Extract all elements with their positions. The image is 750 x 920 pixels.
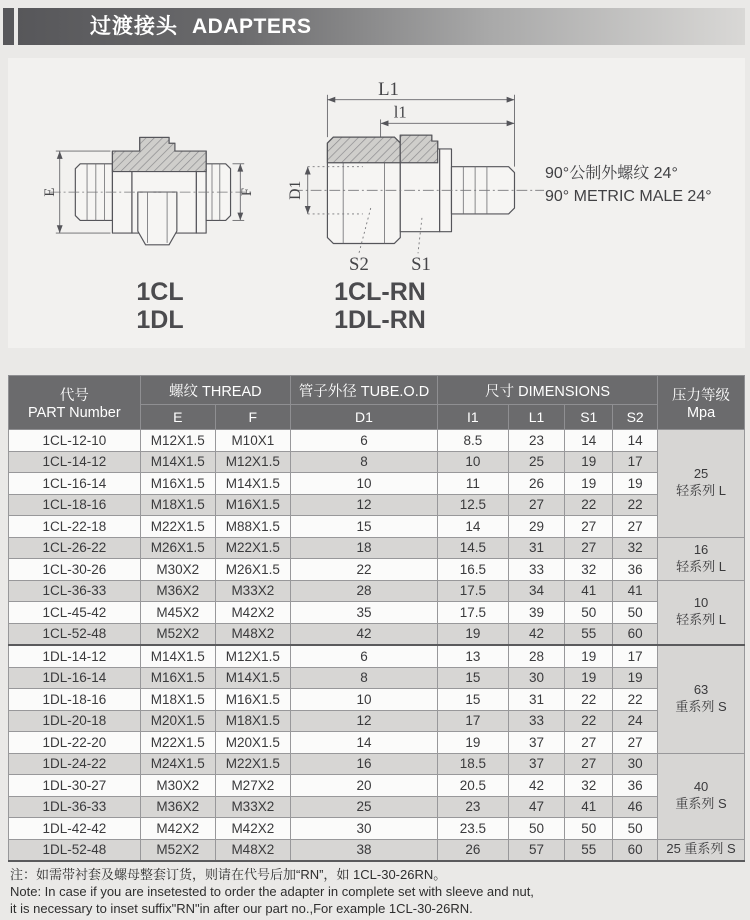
drawing-1cl-union <box>41 126 256 266</box>
spec-value-cell: M16X1.5 <box>215 689 290 711</box>
spec-table-wrap <box>8 375 745 862</box>
note-line-en-2: it is necessary to inset suffix"RN"in after our part no.,For example 1CL-30-26RN. <box>10 901 473 916</box>
spec-value-cell: M45X2 <box>140 602 215 624</box>
spec-value-cell: M18X1.5 <box>215 710 290 732</box>
spec-value-cell: 42 <box>508 623 565 645</box>
spec-value-cell: M27X2 <box>215 775 290 797</box>
spec-value-cell: 27 <box>508 494 565 516</box>
part-number-cell: 1CL-30-26 <box>9 559 141 581</box>
col-header-d1: D1 <box>290 405 437 430</box>
spec-value-cell: M12X1.5 <box>215 451 290 473</box>
model-label: 1DL <box>136 306 184 334</box>
spec-value-cell: 15 <box>290 516 437 538</box>
page-title <box>18 8 312 45</box>
section-title-bar <box>18 8 745 45</box>
spec-value-cell: 33 <box>508 559 565 581</box>
spec-value-cell: M22X1.5 <box>215 537 290 559</box>
thread-spec-note <box>545 162 712 208</box>
spec-value-cell: M88X1.5 <box>215 516 290 538</box>
spec-value-cell: 23.5 <box>438 818 509 840</box>
spec-value-cell: M14X1.5 <box>215 667 290 689</box>
spec-value-cell: 27 <box>613 516 658 538</box>
spec-value-cell: 17 <box>438 710 509 732</box>
spec-value-cell: M14X1.5 <box>215 473 290 495</box>
spec-value-cell: 14 <box>613 430 658 452</box>
col-header-pressure <box>658 376 745 430</box>
spec-value-cell: M22X1.5 <box>215 753 290 775</box>
spec-value-cell: 30 <box>613 753 658 775</box>
spec-value-cell: 27 <box>565 732 613 754</box>
part-number-cell: 1CL-45-42 <box>9 602 141 624</box>
spec-value-cell: 10 <box>290 689 437 711</box>
spec-value-cell: M52X2 <box>140 623 215 645</box>
spec-value-cell: 10 <box>290 473 437 495</box>
table-row <box>9 775 745 797</box>
col-header-dimensions: 尺寸 DIMENSIONS <box>438 376 658 405</box>
spec-value-cell: 17 <box>613 451 658 473</box>
spec-value-cell: 42 <box>508 775 565 797</box>
spec-value-cell: 12 <box>290 494 437 516</box>
spec-value-cell: M36X2 <box>140 796 215 818</box>
col-header-pressure-unit: Mpa <box>686 405 716 421</box>
spec-value-cell: 16 <box>290 753 437 775</box>
spec-value-cell: M16X1.5 <box>140 473 215 495</box>
part-number-cell: 1DL-24-22 <box>9 753 141 775</box>
table-row <box>9 623 745 645</box>
spec-value-cell: 27 <box>565 516 613 538</box>
part-number-cell: 1DL-18-16 <box>9 689 141 711</box>
part-number-cell: 1DL-52-48 <box>9 839 141 861</box>
table-row <box>9 559 745 581</box>
part-number-cell: 1CL-12-10 <box>9 430 141 452</box>
part-number-cell: 1CL-22-18 <box>9 516 141 538</box>
col-header-e: E <box>140 405 215 430</box>
spec-value-cell: 14.5 <box>438 537 509 559</box>
dim-label-e: E <box>41 187 58 197</box>
part-number-cell: 1CL-16-14 <box>9 473 141 495</box>
spec-value-cell: M18X1.5 <box>140 494 215 516</box>
spec-value-cell: M33X2 <box>215 580 290 602</box>
thread-spec-note-en: 90° METRIC MALE 24° <box>545 188 712 205</box>
spec-value-cell: 32 <box>565 775 613 797</box>
spec-value-cell: 18 <box>290 537 437 559</box>
spec-value-cell: M14X1.5 <box>140 645 215 667</box>
footer-notes <box>10 866 534 917</box>
spec-value-cell: 32 <box>613 537 658 559</box>
spec-value-cell: 25 <box>508 451 565 473</box>
pressure-rating-cell: 10 轻系列 L <box>658 580 745 645</box>
spec-value-cell: 27 <box>565 753 613 775</box>
spec-value-cell: 19 <box>613 473 658 495</box>
spec-value-cell: 55 <box>565 623 613 645</box>
spec-value-cell: 25 <box>290 796 437 818</box>
spec-value-cell: 19 <box>565 667 613 689</box>
col-header-l1: L1 <box>508 405 565 430</box>
spec-value-cell: 55 <box>565 839 613 861</box>
col-header-i1: I1 <box>438 405 509 430</box>
model-label: 1CL-RN <box>334 278 426 306</box>
spec-value-cell: 23 <box>508 430 565 452</box>
spec-value-cell: M42X2 <box>140 818 215 840</box>
spec-value-cell: 12 <box>290 710 437 732</box>
table-row <box>9 839 745 861</box>
table-row <box>9 732 745 754</box>
spec-value-cell: 8.5 <box>438 430 509 452</box>
spec-value-cell: 8 <box>290 667 437 689</box>
table-row <box>9 796 745 818</box>
spec-value-cell: M22X1.5 <box>140 516 215 538</box>
spec-value-cell: M30X2 <box>140 775 215 797</box>
spec-value-cell: M18X1.5 <box>140 689 215 711</box>
spec-value-cell: 33 <box>508 710 565 732</box>
spec-value-cell: 34 <box>508 580 565 602</box>
dim-label-f: F <box>239 188 256 197</box>
col-header-pressure-zh: 压力等级 <box>672 388 731 404</box>
spec-value-cell: 22 <box>565 494 613 516</box>
spec-value-cell: 50 <box>613 602 658 624</box>
spec-value-cell: 10 <box>438 451 509 473</box>
part-number-cell: 1CL-26-22 <box>9 537 141 559</box>
spec-value-cell: 31 <box>508 537 565 559</box>
spec-value-cell: 14 <box>290 732 437 754</box>
adapter-spec-table <box>8 375 745 862</box>
spec-value-cell: 60 <box>613 839 658 861</box>
spec-value-cell: M52X2 <box>140 839 215 861</box>
spec-value-cell: M42X2 <box>215 602 290 624</box>
spec-value-cell: 11 <box>438 473 509 495</box>
col-header-thread: 螺纹 THREAD <box>140 376 290 405</box>
part-number-cell: 1DL-42-42 <box>9 818 141 840</box>
table-row <box>9 753 745 775</box>
spec-value-cell: 6 <box>290 430 437 452</box>
col-header-part-en: PART Number <box>28 405 121 421</box>
spec-value-cell: 14 <box>565 430 613 452</box>
spec-value-cell: M48X2 <box>215 623 290 645</box>
spec-value-cell: M16X1.5 <box>215 494 290 516</box>
spec-value-cell: M16X1.5 <box>140 667 215 689</box>
spec-value-cell: 17 <box>613 645 658 667</box>
spec-value-cell: M12X1.5 <box>215 645 290 667</box>
part-number-cell: 1CL-14-12 <box>9 451 141 473</box>
spec-value-cell: M24X1.5 <box>140 753 215 775</box>
model-labels-plain <box>100 278 220 334</box>
spec-value-cell: 30 <box>508 667 565 689</box>
thread-spec-note-zh: 90°公制外螺纹 24° <box>545 165 678 182</box>
table-row <box>9 818 745 840</box>
spec-value-cell: M20X1.5 <box>215 732 290 754</box>
table-row <box>9 516 745 538</box>
spec-value-cell: 36 <box>613 559 658 581</box>
spec-value-cell: M14X1.5 <box>140 451 215 473</box>
spec-value-cell: 47 <box>508 796 565 818</box>
spec-value-cell: 22 <box>565 689 613 711</box>
technical-drawing-panel <box>8 58 745 348</box>
spec-value-cell: 60 <box>613 623 658 645</box>
spec-value-cell: 35 <box>290 602 437 624</box>
spec-value-cell: 42 <box>290 623 437 645</box>
dim-label-d1: D1 <box>286 180 304 200</box>
spec-value-cell: 19 <box>565 645 613 667</box>
spec-value-cell: 41 <box>565 580 613 602</box>
part-number-cell: 1DL-22-20 <box>9 732 141 754</box>
pressure-rating-cell: 40 重系列 S <box>658 753 745 839</box>
dim-label-s2: S2 <box>349 254 369 276</box>
spec-value-cell: 31 <box>508 689 565 711</box>
pressure-rating-cell: 63 重系列 S <box>658 645 745 753</box>
spec-value-cell: 27 <box>565 537 613 559</box>
spec-value-cell: 24 <box>613 710 658 732</box>
spec-value-cell: 19 <box>565 451 613 473</box>
spec-value-cell: M20X1.5 <box>140 710 215 732</box>
spec-value-cell: 8 <box>290 451 437 473</box>
spec-value-cell: 23 <box>438 796 509 818</box>
spec-value-cell: M26X1.5 <box>215 559 290 581</box>
table-row <box>9 580 745 602</box>
col-header-f: F <box>215 405 290 430</box>
spec-value-cell: 18.5 <box>438 753 509 775</box>
table-row <box>9 430 745 452</box>
col-header-part-zh: 代号 <box>59 388 89 404</box>
col-header-s2: S2 <box>613 405 658 430</box>
col-header-part-number <box>9 376 141 430</box>
nut-section-hatch <box>327 137 400 163</box>
page-title-en: ADAPTERS <box>192 15 312 38</box>
spec-value-cell: 57 <box>508 839 565 861</box>
spec-value-cell: 19 <box>613 667 658 689</box>
spec-value-cell: 12.5 <box>438 494 509 516</box>
spec-value-cell: 38 <box>290 839 437 861</box>
spec-value-cell: M42X2 <box>215 818 290 840</box>
spec-value-cell: M30X2 <box>140 559 215 581</box>
part-number-cell: 1DL-14-12 <box>9 645 141 667</box>
table-row <box>9 645 745 667</box>
spec-value-cell: M26X1.5 <box>140 537 215 559</box>
spec-value-cell: 28 <box>508 645 565 667</box>
spec-value-cell: 20 <box>290 775 437 797</box>
table-row <box>9 710 745 732</box>
spec-value-cell: 50 <box>565 818 613 840</box>
spec-value-cell: 50 <box>565 602 613 624</box>
table-row <box>9 537 745 559</box>
dim-label-l1-outer: L1 <box>378 78 399 100</box>
spec-value-cell: M33X2 <box>215 796 290 818</box>
part-number-cell: 1DL-16-14 <box>9 667 141 689</box>
spec-value-cell: 16.5 <box>438 559 509 581</box>
spec-value-cell: 6 <box>290 645 437 667</box>
spec-value-cell: 15 <box>438 667 509 689</box>
spec-value-cell: 37 <box>508 732 565 754</box>
table-row <box>9 494 745 516</box>
spec-value-cell: 46 <box>613 796 658 818</box>
spec-value-cell: 17.5 <box>438 602 509 624</box>
spec-value-cell: 17.5 <box>438 580 509 602</box>
spec-value-cell: 22 <box>613 494 658 516</box>
spec-value-cell: 28 <box>290 580 437 602</box>
spec-value-cell: 39 <box>508 602 565 624</box>
part-number-cell: 1CL-36-33 <box>9 580 141 602</box>
spec-value-cell: 32 <box>565 559 613 581</box>
table-row <box>9 602 745 624</box>
spec-value-cell: M48X2 <box>215 839 290 861</box>
spec-value-cell: 19 <box>438 623 509 645</box>
spec-value-cell: 30 <box>290 818 437 840</box>
model-label: 1DL-RN <box>334 306 426 334</box>
spec-value-cell: 27 <box>613 732 658 754</box>
title-accent-block <box>3 8 14 45</box>
body-section-hatch <box>400 135 437 163</box>
drawing-1cl-rn-union <box>286 78 546 276</box>
col-header-tube-od: 管子外径 TUBE.O.D <box>290 376 437 405</box>
note-line-en-1: Note: In case if you are insetested to order the adapter in complete set with sleeve and nut, <box>10 884 534 899</box>
dim-label-s1: S1 <box>411 254 431 276</box>
spec-value-cell: 19 <box>438 732 509 754</box>
spec-value-cell: 29 <box>508 516 565 538</box>
table-row <box>9 667 745 689</box>
spec-value-cell: 41 <box>613 580 658 602</box>
spec-value-cell: 19 <box>565 473 613 495</box>
section-hatch <box>112 137 206 171</box>
dim-label-l1-inner: l1 <box>393 102 407 122</box>
col-header-s1: S1 <box>565 405 613 430</box>
model-label: 1CL <box>136 278 184 306</box>
spec-value-cell: 41 <box>565 796 613 818</box>
spec-value-cell: M36X2 <box>140 580 215 602</box>
part-number-cell: 1CL-18-16 <box>9 494 141 516</box>
spec-value-cell: 20.5 <box>438 775 509 797</box>
spec-value-cell: 37 <box>508 753 565 775</box>
table-row <box>9 689 745 711</box>
part-number-cell: 1CL-52-48 <box>9 623 141 645</box>
model-labels-rn <box>300 278 460 334</box>
spec-value-cell: 22 <box>565 710 613 732</box>
pressure-rating-cell: 16 轻系列 L <box>658 537 745 580</box>
note-line-zh: 注：如需带衬套及螺母整套订货，则请在代号后加“RN”，如 1CL-30-26RN。 <box>10 867 447 882</box>
spec-value-cell: 26 <box>438 839 509 861</box>
page-title-zh: 过渡接头 <box>90 15 178 38</box>
part-number-cell: 1DL-20-18 <box>9 710 141 732</box>
part-number-cell: 1DL-36-33 <box>9 796 141 818</box>
spec-value-cell: M12X1.5 <box>140 430 215 452</box>
pressure-rating-cell: 25 轻系列 L <box>658 430 745 538</box>
spec-value-cell: 13 <box>438 645 509 667</box>
spec-value-cell: 14 <box>438 516 509 538</box>
spec-value-cell: 36 <box>613 775 658 797</box>
spec-value-cell: M22X1.5 <box>140 732 215 754</box>
spec-value-cell: 50 <box>508 818 565 840</box>
spec-value-cell: 50 <box>613 818 658 840</box>
spec-value-cell: M10X1 <box>215 430 290 452</box>
spec-value-cell: 22 <box>290 559 437 581</box>
hex-nut-flat <box>138 192 177 245</box>
table-row <box>9 451 745 473</box>
spec-value-cell: 26 <box>508 473 565 495</box>
pressure-rating-cell: 25 重系列 S <box>658 839 745 861</box>
spec-value-cell: 15 <box>438 689 509 711</box>
part-number-cell: 1DL-30-27 <box>9 775 141 797</box>
table-row <box>9 473 745 495</box>
spec-value-cell: 22 <box>613 689 658 711</box>
